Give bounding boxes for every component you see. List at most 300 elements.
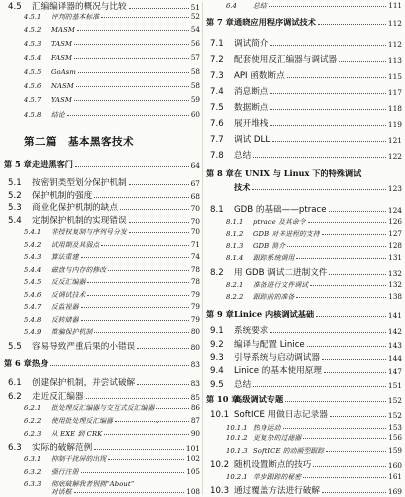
dot-leader [87,295,188,296]
toc-entry-page: 124 [387,206,402,215]
toc-entry-number: 4.5.2 [24,26,42,34]
dot-leader [156,408,188,409]
toc-chapter-entry [4,159,200,170]
toc-entry-page: 132 [388,280,402,289]
dot-leader [94,449,184,450]
toc-entry-page: 60 [190,110,200,119]
dot-leader [101,245,189,246]
toc-entry-number: 10.2 [210,460,230,470]
toc-entry-number: 6.3.2 [24,468,42,476]
toc-entry-page: 64 [190,161,200,170]
toc-entry-number: 8.1.3 [226,242,244,250]
toc-entry-title: 更复杂的过滤器 [253,434,302,442]
toc-entry-number: 第 5 章 [4,159,32,169]
dot-leader [129,8,189,9]
toc-entry-number: 6.3.1 [24,455,42,463]
toc-entry-title: 反调试技术 [51,291,86,299]
toc-entry-number: 9.3 [210,353,224,363]
dot-leader [94,197,188,198]
toc-entry-number: 9.4 [210,366,224,376]
dot-leader [285,401,386,402]
toc-subsection-entry [4,95,200,104]
toc-subsection-entry [4,289,200,299]
toc-entry-number: 8.1.2 [226,230,244,238]
dot-leader [253,157,386,158]
toc-entry-number: 10.1.2 [226,434,248,442]
toc-subsection-entry [4,402,200,412]
toc-entry-title: 配套使用反汇编器与调试器 [234,55,338,65]
toc-entry-page: 80 [190,327,200,336]
toc-entry-number: 9.2 [210,340,224,350]
toc-subsection-entry [206,0,402,10]
toc-entry-number: 4.5.3 [24,40,42,48]
toc-entry-title: 创建保护机制，并尝试破解 [32,378,136,388]
dot-leader [76,86,189,87]
toc-entry-title: 准备进行文件调试 [253,281,309,289]
dot-leader [94,332,188,333]
toc-chapter-entry [206,168,402,179]
toc-chapter-entry [206,17,402,28]
toc-entry-page: 117 [387,88,402,97]
dot-leader [74,100,189,101]
toc-subsection-entry [4,301,200,311]
toc-section-entry [206,101,402,113]
toc-entry-title: MASM [51,26,75,34]
toc-subsection-entry [4,314,200,324]
toc-section-entry [206,53,402,65]
toc-entry-page: 52 [190,12,200,21]
toc-section-entry [206,338,402,350]
toc-entry-title: 从 EXE 到 CRK [51,430,103,438]
toc-entry-page: 58 [190,81,200,90]
toc-entry-number: 5.4 [8,216,22,226]
dot-leader [137,384,188,385]
toc-entry-number: 7.2 [210,55,224,65]
toc-entry-title: 抑制干扰屏的出现 [51,455,107,463]
toc-section-entry [4,376,200,388]
toc-entry-title: 单步跟踪的秘密 [253,473,302,481]
toc-entry-number: 6.3.3 [24,480,42,488]
dot-leader [272,141,386,142]
dot-leader [108,270,189,271]
toc-entry-title: 展开堆栈 [234,119,269,129]
toc-entry-page: 74 [190,252,200,261]
dot-leader [81,307,189,308]
dot-leader [326,451,386,452]
toc-entry-page: 90 [190,429,200,438]
dot-leader [87,282,188,283]
toc-entry-page: 67 [190,179,200,188]
part-title: 第二篇 基本黑客技术 [24,136,134,148]
toc-entry-title: 在 UNIX 与 Linux 下的特殊调试 [234,168,362,178]
toc-entry-title: NASM [51,82,74,90]
toc-section-entry [206,364,402,376]
dot-leader [67,115,189,116]
toc-entry-title: 按密钥类型划分保护机制 [32,178,127,188]
toc-entry-page: 79 [190,315,200,324]
toc-subsection-entry [206,471,402,481]
dot-leader [115,421,189,422]
toc-entry-page: 70 [190,217,200,226]
toc-entry-number: 10.1.3 [226,447,248,455]
toc-entry-number: 第 7 章 [206,17,234,27]
toc-section-entry [206,324,402,336]
toc-entry-page: 159 [388,446,402,455]
toc-entry-title: YASM [51,96,72,104]
toc-entry-title: 调试简介 [234,39,269,49]
toc-entry-title: 总结 [234,151,252,161]
toc-subsection-entry [4,264,200,274]
toc-section-entry [4,214,200,226]
dot-leader [270,45,386,46]
toc-entry-page: 59 [190,95,200,104]
toc-entry-page: 142 [387,327,402,336]
toc-section-entry [206,484,402,496]
toc-subsection-entry [4,428,200,438]
toc-entry-number: 第 10 章 [206,394,240,404]
toc-section-entry [4,189,200,201]
toc-entry-number: 4.5.5 [24,68,42,76]
toc-entry-page: 58 [190,67,200,76]
toc-entry-number: 6.2 [8,392,22,402]
toc-entry-page: 79 [190,290,200,299]
toc-entry-page: 112 [387,40,402,49]
toc-entry-title: 强行注册 [51,468,79,476]
toc-entry-number: 5.4.2 [24,241,42,249]
toc-entry-page: 86 [190,403,200,412]
toc-entry-number: 8.2.1 [226,281,244,289]
toc-entry-page: 111 [388,1,402,10]
toc-subsection-entry [4,25,200,34]
toc-entry-number: 4.5.4 [24,54,42,62]
dot-leader [303,477,386,478]
toc-entry-page: 78 [190,277,200,286]
toc-entry-page: 102 [186,454,200,463]
toc-entry-page: 138 [388,292,402,301]
dot-leader [316,316,386,317]
dot-leader [329,274,386,275]
toc-entry-page: 152 [387,396,402,405]
toc-subsection-entry [206,432,402,442]
toc-entry-page: 71 [190,240,200,249]
toc-entry-title: 反转储器 [51,316,79,324]
toc-section-entry [206,266,402,278]
toc-entry-page: 118 [387,104,402,113]
toc-section-entry [4,176,200,188]
toc-entry-page: 79 [190,302,200,311]
toc-entry-page: 80 [190,343,200,352]
toc-entry-page: 152 [387,411,402,420]
toc-entry-title: 走进黑客门 [32,159,73,169]
toc-entry-number: 5.4.7 [24,303,42,311]
toc-entry-number: 8.2.2 [226,293,244,301]
toc-entry-page: 113 [387,56,402,65]
toc-entry-title: 系统要求 [234,326,269,336]
toc-entry-page: 54 [190,25,200,34]
dot-leader [253,386,386,387]
toc-entry-number: 10.1.1 [226,424,248,432]
toc-entry-page: 83 [190,360,200,369]
toc-entry-page: 70 [190,227,200,236]
toc-entry-title: 容易导致严重后果的小错误 [32,342,136,352]
dot-leader [296,297,386,298]
toc-subsection-entry [206,228,402,238]
dot-leader [120,209,189,210]
toc-entry-page: 127 [388,229,402,238]
dot-leader [81,320,189,321]
toc-entry-page: 105 [186,467,200,476]
dot-leader [129,184,189,185]
dot-leader [81,257,189,258]
toc-entry-number: 第 8 章 [206,168,234,178]
dot-leader [318,24,386,25]
toc-entry-title: 数据断点 [234,103,269,113]
dot-leader [86,398,189,399]
toc-entry-page: 101 [185,444,200,453]
toc-entry-number: 4.5.8 [24,111,42,119]
toc-entry-number: 第 9 章 [206,309,234,319]
toc-entry-number: 5.1 [8,178,22,188]
toc-section-entry [206,378,402,390]
toc-entry-number: 第 6 章 [4,358,32,368]
toc-subsection-entry [4,53,200,62]
toc-section-entry [206,203,402,215]
toc-entry-page: 144 [387,354,402,363]
toc-subsection-entry [4,466,200,476]
toc-entry-title: 使用批处理反汇编器 [51,417,114,425]
dot-leader [322,359,386,360]
toc-entry-title: 通晓应用程序调试技术 [234,17,316,27]
toc-entry-title: 磁盘与内存的修改 [51,266,107,274]
column-divider [202,2,203,495]
toc-entry-page: 160 [387,461,402,470]
toc-entry-title: 走近反汇编器 [32,392,84,402]
toc-section-entry [4,390,200,402]
toc-subsection-entry [206,445,402,455]
dot-leader [313,466,386,467]
toc-entry-number: 4.5 [8,2,22,12]
toc-entry-title: 通过覆盖方法进行破解 [234,486,320,496]
continuation-text: 对话框 [51,488,72,496]
toc-entry-title: 热身运动 [253,424,281,432]
dot-leader [77,30,189,31]
toc-subsection-entry [4,453,200,463]
toc-entry-title: Linice 的基本使用原理 [234,366,322,376]
print-mark: . [156,416,159,425]
toc-entry-number: 4.5.6 [24,82,42,90]
toc-entry-page: 126 [388,217,402,226]
toc-entry-page: 122 [387,152,402,161]
toc-subsection-entry [4,239,200,249]
dot-leader [330,416,386,417]
toc-entry-page: 85 [190,393,200,402]
dot-leader [104,434,189,435]
toc-entry-title: 消息断点 [234,87,269,97]
toc-section-entry [4,340,200,352]
toc-subsection-entry [4,276,200,286]
toc-entry-title: 用 GDB 调试二进制文件 [234,268,328,278]
toc-entry-page: 153 [388,423,402,432]
toc-entry-page: 143 [387,341,402,350]
toc-entry-number: 8.2 [210,268,224,278]
dot-leader [322,492,386,493]
toc-chapter-entry-continuation [206,182,402,193]
dot-leader [307,346,386,347]
toc-entry-page: 70 [190,204,200,213]
toc-subsection-entry [4,81,200,90]
toc-entry-page: 141 [387,311,402,320]
toc-entry-number: 8.1 [210,205,224,215]
toc-entry-number: 4.5.1 [24,13,42,21]
toc-entry-page: 51 [190,3,200,12]
dot-leader [270,332,386,333]
toc-entry-number: 8.1.1 [226,218,244,226]
toc-entry-page: 123 [387,184,402,193]
toc-section-entry [206,149,402,161]
dot-leader [78,72,189,73]
toc-entry-page: 119 [387,120,402,129]
toc-chapter-entry [206,394,402,405]
toc-entry-page: 115 [387,72,402,81]
toc-entry-title: Linice 内核调试基础 [234,309,315,319]
toc-subsection-entry [4,226,200,236]
toc-subsection-entry [206,216,402,226]
toc-entry-number: 7.1 [210,39,224,49]
toc-entry-number: 5.3 [8,203,22,213]
dot-leader [252,189,386,190]
toc-entry-title: 引导系统与启动调试器 [234,353,320,363]
dot-leader [129,232,189,233]
toc-entry-title: 非授权复制与序列号分发 [51,228,127,236]
toc-entry-title: 高级调试专题 [234,394,284,404]
toc-section-entry [206,85,402,97]
dot-leader [101,17,189,18]
toc-entry-number: 6.4 [226,2,237,10]
toc-entry-title: 试用期及其弱点 [51,241,100,249]
toc-entry-title: 结论 [51,111,65,119]
toc-section-entry [206,351,402,363]
dot-leader [329,211,386,212]
toc-entry-page: 131 [388,253,402,262]
toc-entry-number: 8.1.4 [226,254,244,262]
toc-entry-number: 7.6 [210,119,224,129]
toc-entry-number: 5.2 [8,191,22,201]
dot-leader [74,58,189,59]
dot-leader [270,125,386,126]
toc-entry-title: 算法重建 [51,253,79,261]
toc-section-entry [206,458,402,470]
toc-entry-title: 实际的破解范例 [32,443,93,453]
toc-section-entry [206,408,402,420]
toc-entry-number: 7.5 [210,103,224,113]
toc-entry-number: 9.5 [210,380,224,390]
toc-entry-number: 10.1 [210,410,230,420]
toc-entry-number: 5.5 [8,342,22,352]
dot-leader [74,44,189,45]
toc-entry-title: SoftICE 的动画型跟踪 [253,447,325,455]
toc-entry-title: 商业化保护机制的缺点 [32,203,118,213]
toc-section-entry [206,117,402,129]
dot-leader [287,77,386,78]
toc-entry-number: 5.4.6 [24,291,42,299]
dot-leader [308,222,387,223]
toc-entry-number: 5.4.4 [24,266,42,274]
dot-leader [108,459,184,460]
toc-entry-page: 56 [190,39,200,48]
dot-leader [287,246,386,247]
toc-entry-page: 156 [388,433,402,442]
toc-entry-page: 108 [186,487,200,496]
toc-entry-page: 112 [387,19,402,28]
toc-entry-number: 5.4.1 [24,228,42,236]
toc-entry-page: 87 [190,416,200,425]
dot-leader [270,93,386,94]
toc-subsection-entry [206,422,402,432]
dot-leader [324,372,386,373]
toc-section-entry [4,441,200,453]
toc-entry-title: 跟踪系统调用 [253,254,295,262]
toc-subsection-entry [4,415,200,425]
toc-entry-number: 10.3 [210,486,230,496]
toc-section-entry [4,201,200,213]
toc-entry-title: 热身 [32,358,49,368]
toc-entry-title: 随机设置断点的技巧 [234,460,312,470]
toc-entry-number: 7.8 [210,151,224,161]
toc-section-entry [206,69,402,81]
toc-entry-page: 147 [387,367,402,376]
toc-entry-number: 6.2.1 [24,404,42,412]
toc-subsection-entry [4,251,200,261]
toc-entry-title: 调试 DLL [234,135,271,145]
toc-entry-page: 128 [388,241,402,250]
dot-leader [269,6,386,7]
toc-entry-number: 5.4.8 [24,316,42,324]
toc-entry-title: 汇编编译器的概况与比较 [32,2,127,12]
toc-subsection-entry [4,11,200,21]
toc-entry-title: 评判的基本标准 [51,13,100,21]
dot-leader [296,258,386,259]
toc-subsection-entry [206,291,402,301]
toc-entry-number: 5.4.9 [24,328,42,336]
toc-entry-page: 78 [190,265,200,274]
toc-entry-title: 批处理反汇编器与交互式反汇编器 [51,404,155,412]
toc-entry-page: 83 [190,379,200,388]
dot-leader [74,492,185,493]
toc-entry-title: 彻底破解我者别拥“About” [51,480,135,488]
toc-entry-title: 跟踪前的准备 [253,293,295,301]
toc-entry-title: GoAsm [51,68,76,76]
dot-leader [81,472,185,473]
toc-entry-page: 151 [387,381,402,390]
toc-entry-number: 9.1 [210,326,224,336]
toc-subsection-entry [4,67,200,76]
dot-leader [137,348,188,349]
toc-subsection-entry [206,240,402,250]
toc-entry-title: 反监视器 [51,303,79,311]
toc-entry-title: FASM [51,54,73,62]
toc-entry-title: GDB 的基础——ptrace [234,205,327,215]
toc-entry-number: 7.4 [210,87,224,97]
toc-entry-number: 5.4.5 [24,278,42,286]
toc-entry-number: 6.2.3 [24,430,42,438]
toc-entry-title: 编译与配置 Linice [234,340,305,350]
toc-entry-page: 161 [388,472,402,481]
dot-leader [75,166,189,167]
toc-entry-number: 4.5.7 [24,96,42,104]
toc-entry-title: API 函数断点 [234,71,285,81]
toc-chapter-entry [206,309,402,320]
toc-section-entry [206,37,402,49]
